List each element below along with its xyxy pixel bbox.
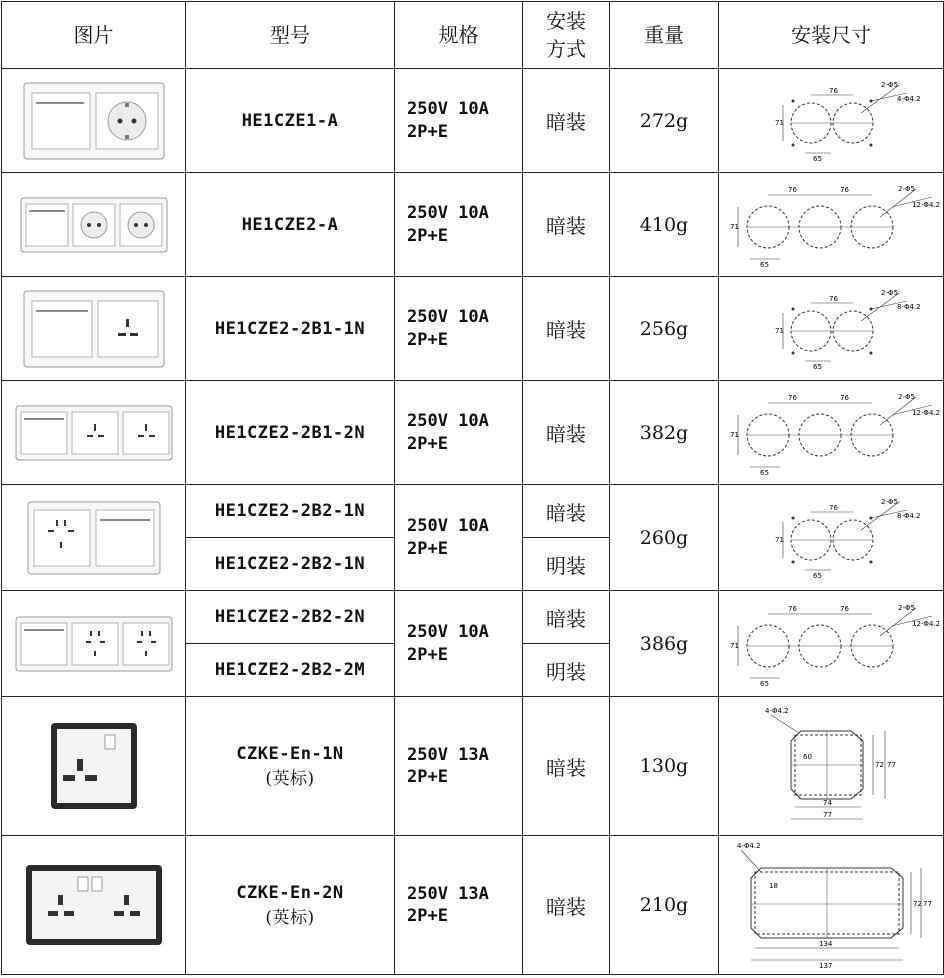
dim-label: 4-Φ4.2 (765, 707, 789, 715)
uk-socket-2gang-image (24, 863, 164, 947)
header-install-size: 安装尺寸 (719, 2, 944, 69)
dim-label: 60 (803, 753, 812, 761)
install-cell: 暗装 (523, 836, 610, 975)
spec-cell (395, 277, 523, 381)
weight-cell: 386g (610, 591, 719, 697)
header-install-method (523, 2, 610, 69)
dim-label: 12-Φ4.2 (912, 619, 941, 628)
dim-label: 65 (813, 362, 822, 371)
dim-label: 2-Φ5 (898, 184, 915, 193)
product-image-cell (2, 485, 186, 591)
weight-cell: 210g (610, 836, 719, 975)
dim-label: 65 (760, 260, 769, 269)
dim-label: 71 (775, 118, 784, 127)
product-image-cell (2, 173, 186, 277)
table-row (2, 381, 944, 485)
model-cell (186, 836, 395, 975)
install-cell: 暗装 (523, 277, 610, 381)
dim-label: 4-Φ4.2 (737, 842, 761, 850)
spec-rating: 250V 10A (407, 307, 489, 328)
spec-rating: 250V 13A (407, 744, 489, 765)
dim-label: 77 (887, 761, 896, 769)
product-image-cell (2, 591, 186, 697)
dim-label: 2-Φ5 (881, 80, 898, 89)
spec-poles: 2P+E (407, 644, 448, 665)
spec-poles: 2P+E (407, 767, 448, 787)
product-spec-table (1, 1, 944, 975)
dim-label: 71 (775, 535, 784, 544)
install-cell: 暗装 (523, 381, 610, 485)
install-cell: 暗装 (523, 591, 610, 644)
dim-label: 8-Φ4.2 (897, 302, 921, 311)
product-image-cell (2, 836, 186, 975)
spec-poles: 2P+E (407, 538, 448, 559)
dim-label: 2-Φ5 (881, 288, 898, 297)
spec-poles: 2P+E (407, 433, 448, 454)
table-row (2, 697, 944, 836)
install-size-drawing (719, 485, 944, 591)
mount-diagram-triple (720, 385, 942, 481)
table-row (2, 591, 944, 644)
dim-label: 74 (823, 799, 832, 807)
dim-label: 76 (788, 604, 797, 613)
mount-diagram-double (731, 490, 931, 586)
dim-label: 71 (730, 641, 739, 650)
dim-label: 76 (840, 604, 849, 613)
dim-label: 76 (788, 393, 797, 402)
spec-poles: 2P+E (407, 225, 448, 246)
table-row (2, 836, 944, 975)
weight-cell: 410g (610, 173, 719, 277)
spec-cell (395, 591, 523, 697)
dim-label: 18 (769, 882, 778, 890)
spec-cell (395, 697, 523, 836)
spec-cell (395, 173, 523, 277)
dim-label: 76 (829, 86, 838, 95)
header-spec: 规格 (395, 2, 523, 69)
spec-rating: 250V 10A (407, 203, 489, 224)
dim-label: 12-Φ4.2 (912, 200, 941, 209)
header-install-method-text: 安装方式 (546, 9, 586, 61)
install-size-drawing (719, 591, 944, 697)
spec-rating: 250V 10A (407, 622, 489, 643)
spec-rating: 250V 13A (407, 883, 489, 904)
mount-diagram-triple (720, 596, 942, 692)
dim-label: 72 (913, 900, 922, 908)
switch-universal-socket-image (22, 289, 166, 369)
dim-label: 65 (813, 571, 822, 580)
model-cell: HE1CZE2-A (186, 173, 395, 277)
mount-diagram-uk-1gang (751, 701, 911, 831)
header-model: 型号 (186, 2, 395, 69)
dim-label: 76 (840, 185, 849, 194)
switch-socket-2gang-image (19, 194, 169, 256)
dim-label: 134 (819, 940, 833, 948)
install-cell: 暗装 (523, 69, 610, 173)
dim-label: 65 (760, 468, 769, 477)
install-size-drawing (719, 381, 944, 485)
dim-label: 76 (840, 393, 849, 402)
header-picture: 图片 (2, 2, 186, 69)
uk-socket-1gang-image (49, 721, 139, 811)
table-row (2, 277, 944, 381)
model-text: CZKE-En-2N (236, 882, 344, 903)
install-size-drawing (719, 173, 944, 277)
mount-diagram-double (731, 73, 931, 169)
spec-rating: 250V 10A (407, 411, 489, 432)
dim-label: 65 (813, 154, 822, 163)
weight-cell: 256g (610, 277, 719, 381)
dim-label: 76 (829, 294, 838, 303)
switch-2cn-socket-image (14, 613, 174, 675)
dim-label: 137 (819, 962, 833, 970)
dim-label: 76 (788, 185, 797, 194)
mount-diagram-triple (720, 177, 942, 273)
table-row (2, 485, 944, 538)
mount-diagram-uk-2gang (731, 838, 931, 972)
install-size-drawing (719, 277, 944, 381)
install-size-drawing (719, 836, 944, 975)
dim-label: 71 (730, 222, 739, 231)
spec-poles: 2P+E (407, 121, 448, 142)
weight-cell: 130g (610, 697, 719, 836)
dim-label: 8-Φ4.2 (897, 511, 921, 520)
weight-cell: 382g (610, 381, 719, 485)
dim-label: 65 (760, 679, 769, 688)
spec-rating: 250V 10A (407, 516, 489, 537)
model-cell: HE1CZE2-2B2-2M (186, 644, 395, 697)
product-image-cell (2, 277, 186, 381)
dim-label: 71 (775, 326, 784, 335)
dim-label: 76 (829, 503, 838, 512)
product-image-cell (2, 381, 186, 485)
switch-socket-1gang-image (22, 81, 166, 161)
spec-poles: 2P+E (407, 906, 448, 926)
spec-rating: 250V 10A (407, 99, 489, 120)
install-cell: 明装 (523, 538, 610, 591)
table-row (2, 69, 944, 173)
model-cell: HE1CZE2-2B2-2N (186, 591, 395, 644)
spec-cell (395, 485, 523, 591)
install-cell: 明装 (523, 644, 610, 697)
model-standard: (英标) (265, 768, 315, 789)
dim-label: 12-Φ4.2 (912, 408, 941, 417)
dim-label: 77 (923, 900, 932, 908)
install-cell: 暗装 (523, 485, 610, 538)
dim-label: 4-Φ4.2 (897, 94, 921, 103)
model-cell (186, 697, 395, 836)
install-cell: 暗装 (523, 697, 610, 836)
product-image-cell (2, 69, 186, 173)
install-size-drawing (719, 697, 944, 836)
switch-2universal-socket-image (14, 402, 174, 464)
install-cell: 暗装 (523, 173, 610, 277)
header-row (2, 2, 944, 69)
cn-socket-switch-image (26, 500, 162, 576)
spec-cell (395, 69, 523, 173)
model-cell: HE1CZE2-2B2-1N (186, 485, 395, 538)
model-cell: HE1CZE1-A (186, 69, 395, 173)
spec-poles: 2P+E (407, 329, 448, 350)
weight-cell: 260g (610, 485, 719, 591)
dim-label: 2-Φ5 (881, 497, 898, 506)
product-image-cell (2, 697, 186, 836)
mount-diagram-double (731, 281, 931, 377)
header-weight: 重量 (610, 2, 719, 69)
table-row (2, 173, 944, 277)
model-cell: HE1CZE2-2B2-1N (186, 538, 395, 591)
install-size-drawing (719, 69, 944, 173)
dim-label: 77 (823, 811, 832, 819)
model-cell: HE1CZE2-2B1-2N (186, 381, 395, 485)
spec-cell (395, 836, 523, 975)
dim-label: 72 (875, 761, 884, 769)
model-standard: (英标) (265, 907, 315, 928)
weight-cell: 272g (610, 69, 719, 173)
spec-cell (395, 381, 523, 485)
dim-label: 71 (730, 430, 739, 439)
model-text: CZKE-En-1N (236, 743, 344, 764)
model-cell: HE1CZE2-2B1-1N (186, 277, 395, 381)
dim-label: 2-Φ5 (898, 392, 915, 401)
dim-label: 2-Φ5 (898, 603, 915, 612)
